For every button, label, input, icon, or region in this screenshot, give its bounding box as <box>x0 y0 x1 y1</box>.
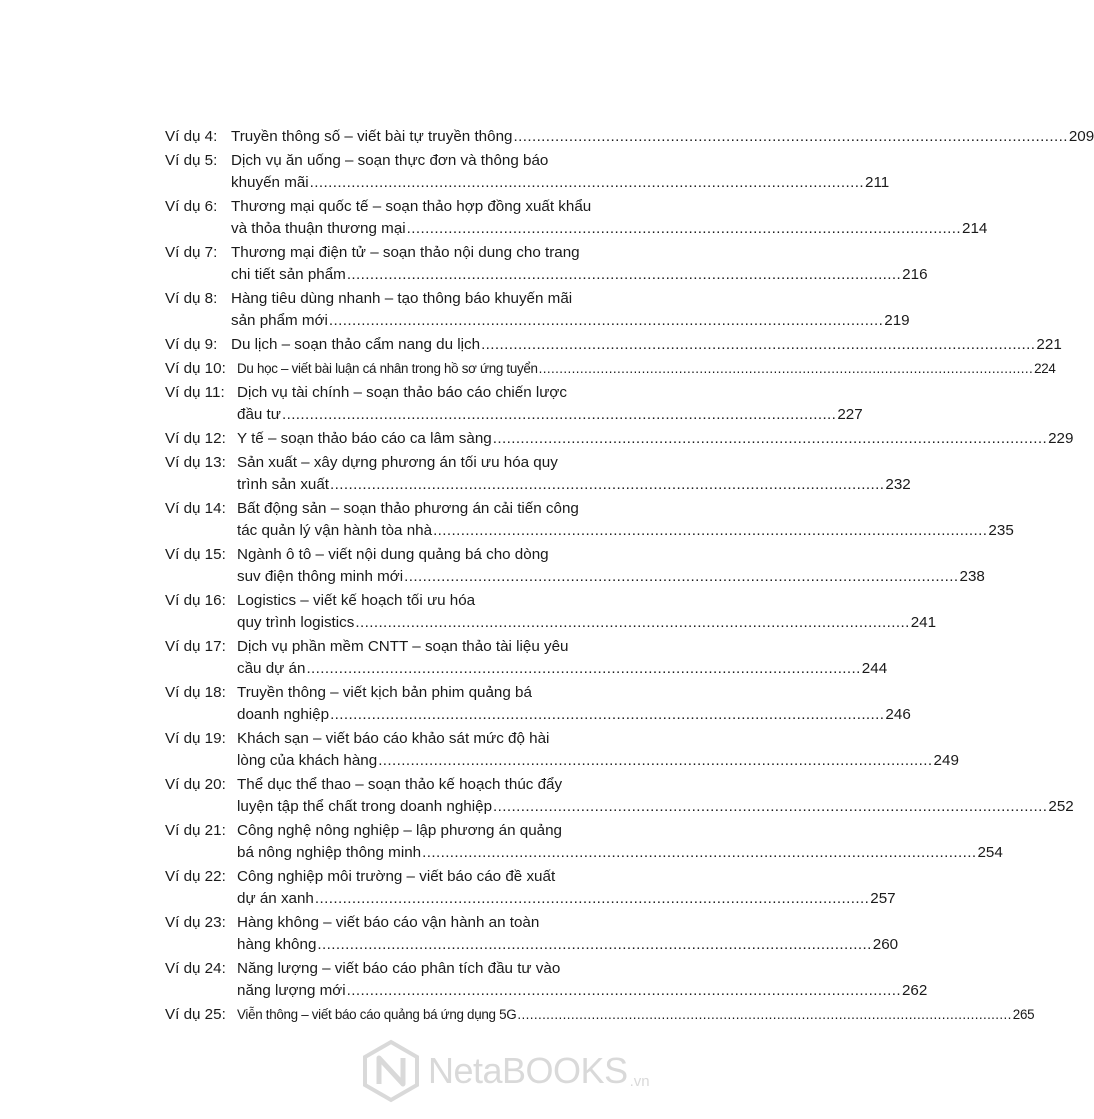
dot-leader: ........................................................................................................................ <box>346 982 901 999</box>
toc-entry-label: Ví dụ 19: <box>165 730 226 747</box>
toc-entry[interactable] <box>165 728 959 772</box>
toc-entry-title-line: quy trình logistics <box>237 614 355 631</box>
toc-entry-page-number: 221 <box>1036 336 1062 353</box>
toc-entry-title-line: suv điện thông minh mới <box>237 568 404 585</box>
toc-entry-label: Ví dụ 13: <box>165 454 226 471</box>
toc-entry-title-line: Logistics – viết kế hoạch tối ưu hóa <box>237 592 476 609</box>
toc-entry-label: Ví dụ 4: <box>165 128 218 145</box>
toc-entry-title-line: năng lượng mới <box>237 982 346 999</box>
dot-leader: ........................................................................................................................ <box>330 476 885 493</box>
toc-entry-page-number: 229 <box>1048 430 1074 447</box>
toc-entry[interactable] <box>165 428 1074 450</box>
toc-entry-title-line: Công nghiệp môi trường – viết báo cáo đề xuất <box>237 868 556 885</box>
toc-entry-page-number: 246 <box>885 706 911 723</box>
toc-entry-page-number: 227 <box>837 406 863 423</box>
toc-entry-page-number: 257 <box>870 890 896 907</box>
toc-entry[interactable] <box>165 636 888 680</box>
toc-entry-title-line: và thỏa thuận thương mại <box>231 220 406 237</box>
toc-entry-title-line: Công nghệ nông nghiệp – lập phương án quảng <box>237 822 562 839</box>
toc-entry-title-line: doanh nghiệp <box>237 706 330 723</box>
toc-entry-page-number: 211 <box>865 174 890 191</box>
dot-leader: ........................................................................................................................ <box>538 361 1034 376</box>
toc-entry-label: Ví dụ 23: <box>165 914 226 931</box>
toc-entry-page-number: 249 <box>933 752 959 769</box>
toc-entry-page-number: 265 <box>1012 1007 1035 1022</box>
netabooks-watermark <box>362 1040 650 1102</box>
toc-entry-title-line: bá nông nghiệp thông minh <box>237 844 422 861</box>
toc-entry-title-line: lòng của khách hàng <box>237 752 378 769</box>
dot-leader: ........................................................................................................................ <box>281 406 837 423</box>
dot-leader: ........................................................................................................................ <box>493 798 1048 815</box>
dot-leader: ........................................................................................................................ <box>330 706 885 723</box>
toc-entry-label: Ví dụ 18: <box>165 684 226 701</box>
watermark-brand: NetaBOOKS <box>428 1050 628 1091</box>
toc-entry-label: Ví dụ 11: <box>165 384 225 401</box>
toc-entry[interactable] <box>165 498 1014 542</box>
toc-entry-title-line: dự án xanh <box>237 890 314 907</box>
dot-leader: ........................................................................................................................ <box>306 660 861 677</box>
toc-entry-title-line: Du lịch – soạn thảo cẩm nang du lịch <box>231 336 481 353</box>
toc-entry[interactable] <box>165 242 928 286</box>
toc-entry-title-line: Khách sạn – viết báo cáo khảo sát mức độ hài <box>237 730 550 747</box>
toc-entry[interactable] <box>165 382 863 426</box>
toc-entry-label: Ví dụ 22: <box>165 868 226 885</box>
dot-leader: ........................................................................................................................ <box>481 336 1036 353</box>
toc-entry[interactable] <box>165 590 937 634</box>
toc-entry-page-number: 235 <box>988 522 1014 539</box>
toc-entry[interactable] <box>165 544 985 588</box>
toc-entry-label: Ví dụ 20: <box>165 776 226 793</box>
toc-entry-title-line: sản phẩm mới <box>231 312 328 329</box>
dot-leader: ........................................................................................................................ <box>406 220 962 237</box>
toc-entry-title-line: Du học – viết bài luận cá nhân trong hồ sơ ứng tuyển <box>237 361 538 376</box>
toc-entry-page-number: 209 <box>1068 128 1094 145</box>
toc-entry[interactable] <box>165 452 911 496</box>
dot-leader: ........................................................................................................................ <box>355 614 910 631</box>
toc-entry-page-number: 216 <box>902 266 928 283</box>
toc-entry[interactable] <box>165 334 1062 356</box>
toc-entry-title-line: Hàng tiêu dùng nhanh – tạo thông báo khuyến mãi <box>231 290 573 307</box>
toc-entry[interactable] <box>165 288 910 332</box>
toc-entry-label: Ví dụ 7: <box>165 244 218 261</box>
toc-entry-label: Ví dụ 5: <box>165 152 218 169</box>
toc-entry-page-number: 254 <box>977 844 1003 861</box>
toc-entry-title-line: Viễn thông – viết báo cáo quảng bá ứng dụng 5G <box>237 1007 517 1022</box>
toc-entry[interactable] <box>165 774 1074 818</box>
toc-entry-label: Ví dụ 17: <box>165 638 226 655</box>
toc-entry-page-number: 244 <box>861 660 888 677</box>
toc-entry-title-line: Y tế – soạn thảo báo cáo ca lâm sàng <box>237 430 492 447</box>
toc-entry-title-line: hàng không <box>237 936 317 953</box>
toc-entry-title-line: Truyền thông số – viết bài tự truyền thông <box>231 128 513 145</box>
toc-entry-page-number: 238 <box>959 568 985 585</box>
toc-entry[interactable] <box>165 126 1094 148</box>
toc-entry-title-line: Ngành ô tô – viết nội dung quảng bá cho dòng <box>237 546 549 563</box>
dot-leader: ........................................................................................................................ <box>328 312 884 329</box>
dot-leader: ........................................................................................................................ <box>378 752 933 769</box>
toc-entry-title-line: Truyền thông – viết kịch bản phim quảng bá <box>237 684 532 701</box>
toc-entry-title-line: cầu dự án <box>237 660 306 677</box>
toc-entry-title-line: Năng lượng – viết báo cáo phân tích đầu tư vào <box>237 960 561 977</box>
toc-entry[interactable] <box>165 866 896 910</box>
toc-entry-title-line: Thương mại điện tử – soạn thảo nội dung cho trang <box>231 244 580 261</box>
toc-entry-title-line: đầu tư <box>237 406 281 423</box>
toc-entry[interactable] <box>165 1004 1035 1026</box>
toc-entry-label: Ví dụ 16: <box>165 592 226 609</box>
toc-entry-label: Ví dụ 12: <box>165 430 226 447</box>
toc-entry-title-line: Dịch vụ phần mềm CNTT – soạn thảo tài liệu yêu <box>237 638 569 655</box>
toc-entry-label: Ví dụ 6: <box>165 198 218 215</box>
dot-leader: ........................................................................................................................ <box>517 1007 1012 1022</box>
toc-entry-title-line: Dịch vụ ăn uống – soạn thực đơn và thông báo <box>231 152 549 169</box>
toc-entry[interactable] <box>165 820 1003 864</box>
dot-leader: ........................................................................................................................ <box>433 522 988 539</box>
toc-entry-title-line: Hàng không – viết báo cáo vận hành an toàn <box>237 914 540 931</box>
toc-entry[interactable] <box>165 682 911 726</box>
toc-entry[interactable] <box>165 150 890 194</box>
toc-entry-page-number: 252 <box>1048 798 1074 815</box>
toc-entry-page-number: 262 <box>901 982 928 999</box>
toc-entry-label: Ví dụ 24: <box>165 960 226 977</box>
toc-entry-title-line: Thương mại quốc tế – soạn thảo hợp đồng xuất khẩu <box>231 198 592 215</box>
toc-entry-label: Ví dụ 21: <box>165 822 226 839</box>
toc-entry-title-line: Sản xuất – xây dựng phương án tối ưu hóa quy <box>237 454 558 471</box>
toc-entry-label: Ví dụ 15: <box>165 546 226 563</box>
toc-entry-title-line: Thể dục thể thao – soạn thảo kế hoạch thúc đẩy <box>237 776 563 793</box>
toc-entry-page-number: 219 <box>884 312 910 329</box>
toc-entry[interactable] <box>165 196 988 240</box>
toc-entry[interactable] <box>165 912 899 956</box>
toc-entry-page-number: 260 <box>872 936 899 953</box>
dot-leader: ........................................................................................................................ <box>314 890 870 907</box>
toc-entry-label: Ví dụ 8: <box>165 290 218 307</box>
dot-leader: ........................................................................................................................ <box>317 936 872 953</box>
toc-entry-page-number: 241 <box>910 614 937 631</box>
toc-entry-page-number: 224 <box>1034 361 1056 376</box>
watermark-suffix: .vn <box>629 1073 650 1090</box>
toc-entry-page-number: 232 <box>885 476 911 493</box>
toc-entry-label: Ví dụ 10: <box>165 360 226 377</box>
toc-entry-label: Ví dụ 9: <box>165 336 218 353</box>
dot-leader: ........................................................................................................................ <box>346 266 902 283</box>
toc-entry[interactable] <box>165 358 1056 380</box>
toc-entry-title-line: Dịch vụ tài chính – soạn thảo báo cáo chiến lược <box>237 384 567 401</box>
table-of-contents <box>165 126 1094 1028</box>
dot-leader: ........................................................................................................................ <box>513 128 1068 145</box>
toc-entry-page-number: 214 <box>962 220 988 237</box>
dot-leader: ........................................................................................................................ <box>422 844 977 861</box>
toc-entry-label: Ví dụ 14: <box>165 500 226 517</box>
dot-leader: ........................................................................................................................ <box>404 568 959 585</box>
dot-leader: ........................................................................................................................ <box>492 430 1048 447</box>
toc-entry-label: Ví dụ 25: <box>165 1006 226 1023</box>
toc-entry-title-line: tác quản lý vận hành tòa nhà <box>237 522 433 539</box>
toc-entry-title-line: Bất động sản – soạn thảo phương án cải tiến công <box>237 500 579 517</box>
toc-entry-title-line: chi tiết sản phẩm <box>231 266 346 283</box>
toc-entry[interactable] <box>165 958 928 1002</box>
toc-entry-title-line: trình sản xuất <box>237 476 330 493</box>
toc-entry-title-line: khuyến mãi <box>231 174 309 191</box>
dot-leader: ........................................................................................................................ <box>309 174 865 191</box>
netabooks-logo-icon <box>362 1040 420 1102</box>
toc-entry-title-line: luyện tập thể chất trong doanh nghiệp <box>237 798 493 815</box>
